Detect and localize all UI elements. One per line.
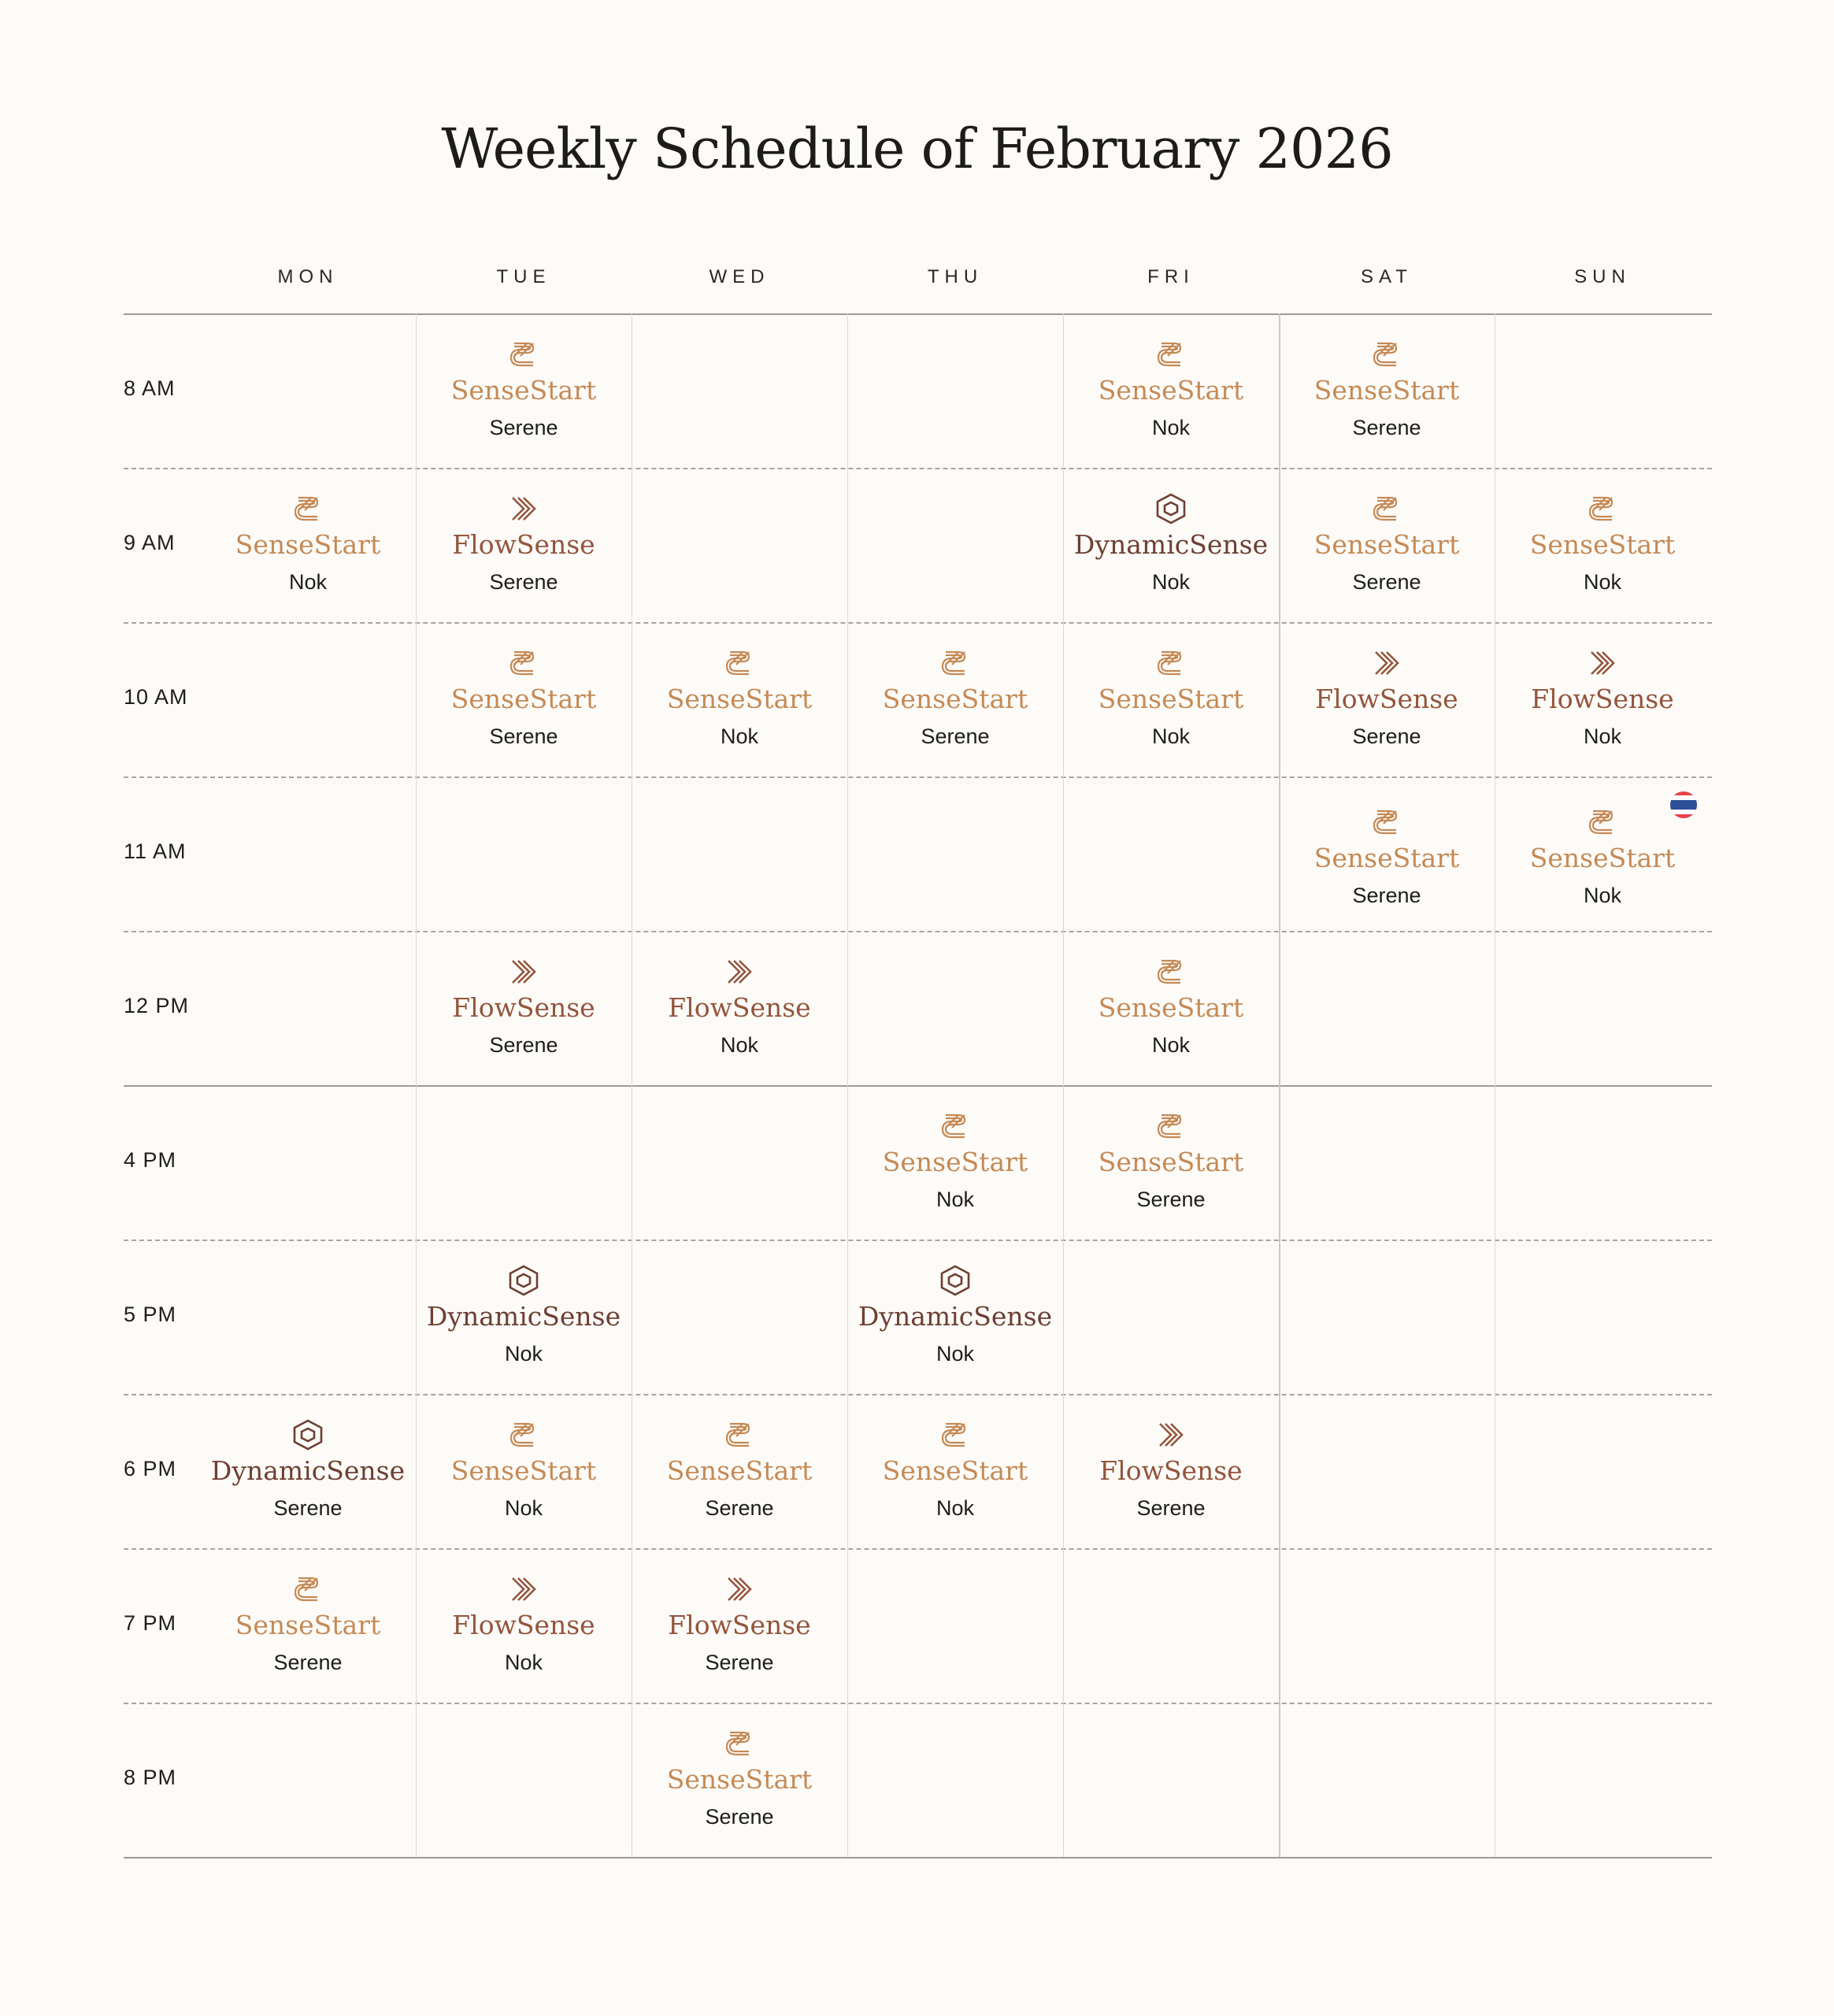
sensestart-icon <box>722 1419 757 1451</box>
sensestart-icon <box>1369 806 1404 838</box>
class-session[interactable] <box>632 1573 847 1676</box>
flowsense-icon <box>506 1573 541 1605</box>
time-label: 4 PM <box>124 1148 177 1172</box>
instructor-name: Nok <box>1151 416 1190 439</box>
flowsense-icon <box>1154 1419 1188 1451</box>
class-name: SenseStart <box>666 684 813 714</box>
sensestart-icon <box>506 1419 541 1451</box>
time-label: 8 PM <box>124 1766 177 1789</box>
flowsense-icon <box>506 493 541 524</box>
instructor-name: Serene <box>705 1496 774 1520</box>
instructor-name: Serene <box>273 1496 343 1520</box>
class-session[interactable] <box>416 1265 632 1367</box>
class-session[interactable] <box>847 1265 1063 1367</box>
sensestart-icon <box>506 647 541 679</box>
class-session[interactable] <box>1279 647 1495 750</box>
instructor-name: Serene <box>489 724 558 748</box>
instructor-name: Serene <box>1352 570 1421 594</box>
row-divider <box>124 931 1712 932</box>
flowsense-icon <box>1369 647 1404 679</box>
class-name: SenseStart <box>666 1455 813 1486</box>
sensestart-icon <box>291 1573 325 1605</box>
class-session[interactable] <box>1063 647 1279 750</box>
class-name: SenseStart <box>1098 992 1244 1023</box>
row-divider <box>124 776 1712 778</box>
class-name: SenseStart <box>450 684 597 714</box>
day-header-fri: FRI <box>1147 266 1195 287</box>
instructor-name: Nok <box>936 1342 974 1366</box>
class-name: SenseStart <box>450 1455 597 1486</box>
column-divider <box>847 313 848 1857</box>
day-header-sun: SUN <box>1574 266 1631 287</box>
dynamicsense-icon <box>938 1265 973 1296</box>
section-divider <box>124 1085 1712 1087</box>
sensestart-icon <box>1154 339 1188 370</box>
instructor-name: Serene <box>1352 884 1421 907</box>
row-divider <box>124 1394 1712 1395</box>
flowsense-icon <box>1585 647 1620 679</box>
thailand-flag-icon <box>1669 791 1698 819</box>
instructor-name: Serene <box>705 1805 774 1829</box>
instructor-name: Nok <box>504 1496 543 1520</box>
sensestart-icon <box>1585 493 1620 524</box>
class-session[interactable] <box>1279 339 1495 441</box>
class-session[interactable] <box>1063 1419 1279 1521</box>
class-session[interactable] <box>1279 806 1495 909</box>
class-name: SenseStart <box>1098 1147 1244 1177</box>
page-title: Weekly Schedule of February 2026 <box>441 117 1393 181</box>
sensestart-icon <box>938 1110 973 1142</box>
instructor-name: Nok <box>720 724 758 748</box>
class-session[interactable] <box>416 1573 632 1676</box>
time-label: 11 AM <box>124 839 187 863</box>
class-name: SenseStart <box>1529 843 1676 873</box>
class-name: SenseStart <box>1098 375 1244 406</box>
instructor-name: Nok <box>1583 724 1621 748</box>
dynamicsense-icon <box>506 1265 541 1296</box>
class-name: FlowSense <box>452 529 595 560</box>
class-session[interactable] <box>632 1728 847 1830</box>
class-session[interactable] <box>200 1419 416 1521</box>
time-label: 6 PM <box>124 1457 177 1480</box>
class-session[interactable] <box>1063 956 1279 1058</box>
class-name: FlowSense <box>452 992 595 1023</box>
instructor-name: Serene <box>273 1651 343 1674</box>
instructor-name: Nok <box>1151 1033 1190 1057</box>
class-session[interactable] <box>1495 806 1710 909</box>
instructor-name: Nok <box>936 1496 974 1520</box>
class-name: DynamicSense <box>426 1301 621 1332</box>
class-session[interactable] <box>847 1110 1063 1213</box>
class-name: FlowSense <box>668 992 811 1023</box>
row-divider <box>124 1548 1712 1550</box>
class-session[interactable] <box>416 956 632 1058</box>
instructor-name: Nok <box>936 1188 974 1211</box>
class-name: SenseStart <box>1529 529 1676 560</box>
class-session[interactable] <box>847 647 1063 750</box>
class-session[interactable] <box>1063 493 1279 595</box>
class-name: FlowSense <box>1531 684 1674 714</box>
class-session[interactable] <box>416 339 632 441</box>
row-divider <box>124 1240 1712 1241</box>
flowsense-icon <box>722 1573 757 1605</box>
class-name: SenseStart <box>882 684 1028 714</box>
class-name: DynamicSense <box>210 1455 406 1486</box>
instructor-name: Nok <box>1151 724 1190 748</box>
class-name: SenseStart <box>1098 684 1244 714</box>
instructor-name: Serene <box>1352 416 1421 439</box>
class-session[interactable] <box>200 1573 416 1676</box>
instructor-name: Nok <box>1583 884 1621 907</box>
instructor-name: Nok <box>1151 570 1190 594</box>
sensestart-icon <box>722 647 757 679</box>
sensestart-icon <box>1369 493 1404 524</box>
day-header-mon: MON <box>277 266 339 287</box>
class-session[interactable] <box>200 493 416 595</box>
class-session[interactable] <box>1063 1110 1279 1213</box>
row-divider <box>124 1703 1712 1704</box>
instructor-name: Nok <box>720 1033 758 1057</box>
instructor-name: Nok <box>504 1651 543 1674</box>
class-session[interactable] <box>1279 493 1495 595</box>
row-divider <box>124 468 1712 469</box>
instructor-name: Serene <box>1136 1496 1206 1520</box>
class-session[interactable] <box>416 493 632 595</box>
class-name: FlowSense <box>1099 1455 1243 1486</box>
sensestart-icon <box>722 1728 757 1759</box>
instructor-name: Serene <box>489 570 558 594</box>
flowsense-icon <box>722 956 757 988</box>
sensestart-icon <box>938 1419 973 1451</box>
instructor-name: Serene <box>921 724 990 748</box>
sensestart-icon <box>1154 1110 1188 1142</box>
class-name: SenseStart <box>450 375 597 406</box>
instructor-name: Serene <box>1136 1188 1206 1211</box>
time-label: 10 AM <box>124 685 188 709</box>
day-header-tue: TUE <box>496 266 551 287</box>
sensestart-icon <box>1154 956 1188 988</box>
sensestart-icon <box>938 647 973 679</box>
sensestart-icon <box>506 339 541 370</box>
class-name: FlowSense <box>1315 684 1458 714</box>
class-session[interactable] <box>632 1419 847 1521</box>
instructor-name: Serene <box>1352 724 1421 748</box>
instructor-name: Nok <box>504 1342 543 1366</box>
class-name: SenseStart <box>666 1764 813 1795</box>
sensestart-icon <box>1369 339 1404 370</box>
class-session[interactable] <box>1495 493 1710 595</box>
class-session[interactable] <box>1063 339 1279 441</box>
dynamicsense-icon <box>291 1419 325 1451</box>
class-session[interactable] <box>847 1419 1063 1521</box>
section-divider <box>124 1857 1712 1858</box>
day-header-wed: WED <box>709 266 770 287</box>
flowsense-icon <box>506 956 541 988</box>
class-name: DynamicSense <box>858 1301 1053 1332</box>
class-session[interactable] <box>632 956 847 1058</box>
time-label: 7 PM <box>124 1611 177 1635</box>
class-name: SenseStart <box>235 1610 381 1640</box>
class-name: DynamicSense <box>1073 529 1269 560</box>
sensestart-icon <box>291 493 325 524</box>
class-session[interactable] <box>416 1419 632 1521</box>
class-session[interactable] <box>416 647 632 750</box>
sensestart-icon <box>1585 806 1620 838</box>
instructor-name: Nok <box>288 570 327 594</box>
instructor-name: Serene <box>489 1033 558 1057</box>
class-name: FlowSense <box>452 1610 595 1640</box>
time-label: 9 AM <box>124 531 176 554</box>
class-name: SenseStart <box>882 1455 1028 1486</box>
instructor-name: Serene <box>705 1651 774 1674</box>
class-name: SenseStart <box>882 1147 1028 1177</box>
instructor-name: Nok <box>1583 570 1621 594</box>
class-name: SenseStart <box>1313 375 1460 406</box>
class-session[interactable] <box>1495 647 1710 750</box>
class-name: SenseStart <box>235 529 381 560</box>
day-header-thu: THU <box>927 266 984 287</box>
class-name: SenseStart <box>1313 529 1460 560</box>
time-label: 5 PM <box>124 1303 177 1326</box>
row-divider <box>124 622 1712 624</box>
instructor-name: Serene <box>489 416 558 439</box>
time-label: 12 PM <box>124 994 190 1017</box>
class-name: SenseStart <box>1313 843 1460 873</box>
class-session[interactable] <box>632 647 847 750</box>
time-label: 8 AM <box>124 376 176 400</box>
sensestart-icon <box>1154 647 1188 679</box>
dynamicsense-icon <box>1154 493 1188 524</box>
class-name: FlowSense <box>668 1610 811 1640</box>
day-header-sat: SAT <box>1361 266 1413 287</box>
section-divider <box>124 313 1712 315</box>
